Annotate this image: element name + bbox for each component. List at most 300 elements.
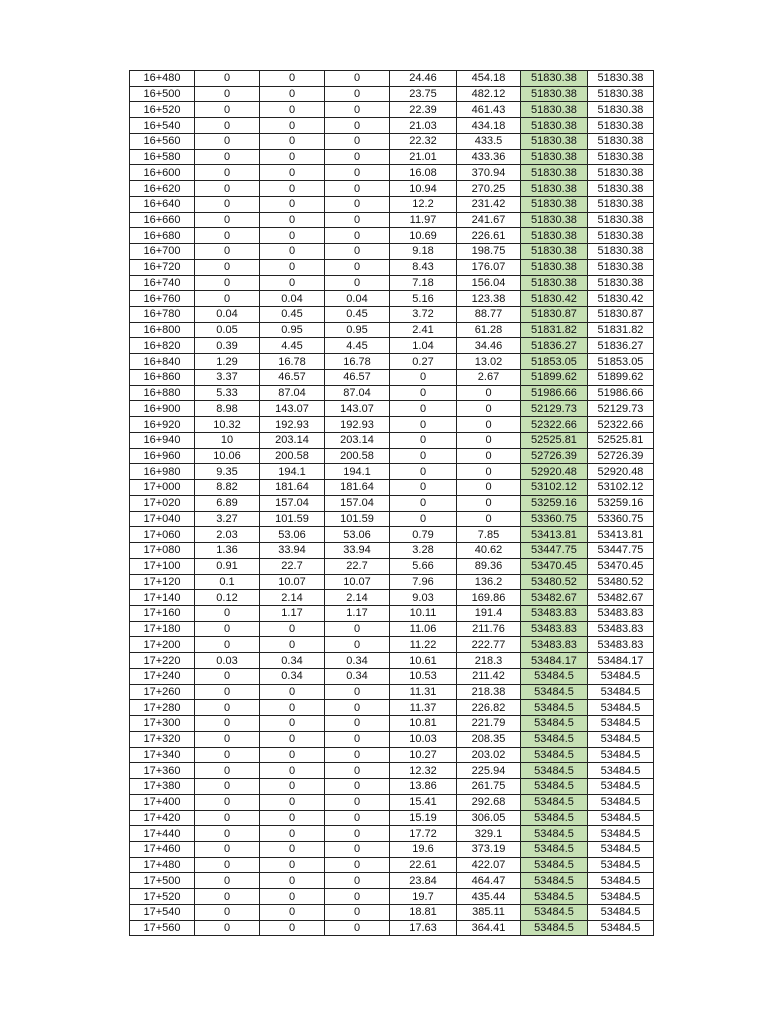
table-cell-col-f: 203.02 [457,747,521,763]
table-cell-station: 17+220 [130,653,195,669]
table-cell-col-h: 53484.5 [588,779,654,795]
table-cell-col-e: 0 [390,369,457,385]
table-row [130,668,654,684]
table-cell-col-b: 0.91 [195,558,260,574]
table-cell-col-h: 53447.75 [588,543,654,559]
table-row [130,448,654,464]
table-cell-col-b: 0.04 [195,307,260,323]
table-cell-col-f: 218.38 [457,684,521,700]
table-cell-col-f: 7.85 [457,527,521,543]
table-row [130,401,654,417]
table-row [130,558,654,574]
table-cell-col-h: 51986.66 [588,385,654,401]
table-cell-col-b: 0 [195,716,260,732]
table-cell-col-b: 0 [195,920,260,936]
table-cell-col-e: 0 [390,495,457,511]
table-cell-station: 17+360 [130,763,195,779]
table-cell-col-f: 454.18 [457,71,521,87]
table-cell-station: 17+340 [130,747,195,763]
table-cell-col-d: 101.59 [325,511,390,527]
table-cell-col-d: 16.78 [325,354,390,370]
table-cell-col-d: 0 [325,118,390,134]
table-cell-col-e: 0 [390,401,457,417]
table-cell-col-d: 0 [325,684,390,700]
table-cell-col-c: 181.64 [260,480,325,496]
table-cell-col-h: 53484.5 [588,716,654,732]
table-cell-col-e: 0 [390,464,457,480]
table-cell-col-c: 0 [260,212,325,228]
table-cell-col-c: 143.07 [260,401,325,417]
table-row [130,653,654,669]
table-cell-col-b: 0 [195,857,260,873]
table-cell-col-c: 0 [260,118,325,134]
table-cell-col-g: 51830.38 [521,86,588,102]
table-cell-col-f: 13.02 [457,354,521,370]
table-cell-col-c: 0 [260,71,325,87]
table-cell-col-h: 53483.83 [588,605,654,621]
table-row [130,826,654,842]
table-cell-col-e: 1.04 [390,338,457,354]
table-cell-col-e: 12.32 [390,763,457,779]
table-cell-col-h: 51830.38 [588,196,654,212]
table-cell-col-h: 53470.45 [588,558,654,574]
table-cell-col-h: 53484.17 [588,653,654,669]
table-cell-col-f: 191.4 [457,605,521,621]
table-row [130,259,654,275]
table-cell-col-c: 0 [260,684,325,700]
table-cell-col-b: 9.35 [195,464,260,480]
table-cell-col-g: 53484.5 [521,684,588,700]
table-row [130,841,654,857]
table-cell-col-f: 422.07 [457,857,521,873]
table-cell-col-d: 0 [325,794,390,810]
table-cell-col-e: 0 [390,480,457,496]
table-cell-col-e: 15.41 [390,794,457,810]
table-cell-col-h: 53480.52 [588,574,654,590]
table-cell-col-b: 0 [195,165,260,181]
table-cell-col-c: 192.93 [260,417,325,433]
table-cell-col-b: 0 [195,873,260,889]
table-cell-col-g: 53484.5 [521,920,588,936]
table-cell-col-d: 0 [325,904,390,920]
table-cell-col-d: 10.07 [325,574,390,590]
table-cell-station: 17+200 [130,637,195,653]
table-cell-col-d: 0 [325,857,390,873]
table-cell-col-c: 4.45 [260,338,325,354]
table-cell-station: 16+560 [130,133,195,149]
table-cell-col-g: 53484.5 [521,731,588,747]
table-cell-col-c: 87.04 [260,385,325,401]
table-cell-col-h: 51830.38 [588,275,654,291]
table-cell-col-d: 0 [325,747,390,763]
table-cell-col-g: 52726.39 [521,448,588,464]
table-cell-col-f: 198.75 [457,244,521,260]
table-cell-station: 16+880 [130,385,195,401]
table-cell-col-d: 1.17 [325,605,390,621]
table-cell-col-b: 10.32 [195,417,260,433]
table-cell-col-d: 53.06 [325,527,390,543]
table-cell-col-e: 16.08 [390,165,457,181]
table-cell-col-c: 194.1 [260,464,325,480]
table-cell-col-f: 123.38 [457,291,521,307]
table-cell-station: 16+600 [130,165,195,181]
table-cell-col-b: 1.29 [195,354,260,370]
table-cell-col-h: 51836.27 [588,338,654,354]
table-cell-col-d: 0 [325,621,390,637]
table-row [130,86,654,102]
table-cell-col-d: 143.07 [325,401,390,417]
table-cell-col-g: 51986.66 [521,385,588,401]
table-cell-col-g: 51830.87 [521,307,588,323]
table-cell-col-b: 0 [195,275,260,291]
table-cell-col-d: 0.34 [325,668,390,684]
table-cell-station: 17+560 [130,920,195,936]
table-cell-col-g: 53484.5 [521,857,588,873]
table-cell-col-c: 0 [260,228,325,244]
table-cell-col-c: 101.59 [260,511,325,527]
table-row [130,275,654,291]
table-cell-col-e: 11.37 [390,700,457,716]
data-table [129,70,654,936]
table-cell-col-e: 3.28 [390,543,457,559]
table-cell-col-f: 88.77 [457,307,521,323]
table-cell-station: 16+540 [130,118,195,134]
table-cell-col-g: 53482.67 [521,590,588,606]
table-cell-col-c: 46.57 [260,369,325,385]
table-cell-station: 17+060 [130,527,195,543]
table-cell-station: 16+820 [130,338,195,354]
table-cell-station: 17+540 [130,904,195,920]
table-cell-col-g: 52525.81 [521,432,588,448]
table-cell-col-g: 53484.5 [521,826,588,842]
table-row [130,511,654,527]
table-body [130,71,654,936]
table-cell-col-h: 51899.62 [588,369,654,385]
table-cell-col-c: 0 [260,889,325,905]
table-cell-col-e: 11.06 [390,621,457,637]
table-cell-col-f: 434.18 [457,118,521,134]
table-cell-col-f: 329.1 [457,826,521,842]
table-cell-station: 17+520 [130,889,195,905]
table-cell-station: 16+920 [130,417,195,433]
table-cell-col-g: 51830.38 [521,259,588,275]
table-cell-col-h: 53102.12 [588,480,654,496]
table-cell-col-c: 0 [260,826,325,842]
table-cell-col-b: 0 [195,228,260,244]
table-row [130,637,654,653]
table-cell-station: 16+760 [130,291,195,307]
table-cell-col-d: 0 [325,920,390,936]
table-cell-col-d: 0 [325,889,390,905]
table-cell-col-b: 0 [195,181,260,197]
table-cell-station: 17+500 [130,873,195,889]
table-cell-col-h: 53484.5 [588,904,654,920]
table-cell-col-d: 0 [325,826,390,842]
table-cell-col-e: 10.03 [390,731,457,747]
table-cell-col-d: 0 [325,275,390,291]
table-cell-station: 16+520 [130,102,195,118]
table-cell-col-g: 53484.5 [521,904,588,920]
table-cell-col-e: 0 [390,385,457,401]
table-cell-col-g: 51836.27 [521,338,588,354]
table-cell-col-e: 11.97 [390,212,457,228]
table-cell-col-h: 51830.38 [588,244,654,260]
table-cell-col-f: 89.36 [457,558,521,574]
table-cell-col-h: 51853.05 [588,354,654,370]
table-row [130,527,654,543]
table-cell-col-h: 51830.38 [588,118,654,134]
table-cell-col-c: 0 [260,621,325,637]
table-cell-col-d: 0 [325,133,390,149]
table-cell-col-h: 51830.38 [588,212,654,228]
table-cell-col-g: 53483.83 [521,605,588,621]
table-cell-station: 17+400 [130,794,195,810]
table-cell-col-d: 4.45 [325,338,390,354]
table-cell-col-h: 53484.5 [588,889,654,905]
table-cell-col-d: 0 [325,196,390,212]
table-cell-station: 16+780 [130,307,195,323]
table-row [130,307,654,323]
table-cell-station: 17+420 [130,810,195,826]
table-cell-col-f: 226.82 [457,700,521,716]
table-cell-col-c: 0 [260,149,325,165]
table-cell-col-e: 0 [390,511,457,527]
table-cell-col-h: 52920.48 [588,464,654,480]
table-cell-col-e: 3.72 [390,307,457,323]
table-cell-col-f: 221.79 [457,716,521,732]
table-cell-col-c: 0 [260,747,325,763]
table-cell-col-g: 51830.38 [521,275,588,291]
table-cell-col-h: 53484.5 [588,810,654,826]
table-cell-col-g: 53484.5 [521,810,588,826]
table-cell-col-b: 0 [195,904,260,920]
table-cell-col-g: 51830.38 [521,244,588,260]
table-cell-col-f: 226.61 [457,228,521,244]
table-cell-station: 16+980 [130,464,195,480]
table-cell-station: 17+160 [130,605,195,621]
table-cell-col-b: 0 [195,731,260,747]
table-cell-col-d: 0 [325,228,390,244]
table-cell-col-h: 53484.5 [588,747,654,763]
table-row [130,338,654,354]
table-cell-station: 16+680 [130,228,195,244]
table-cell-col-g: 51830.38 [521,133,588,149]
table-cell-col-e: 10.81 [390,716,457,732]
table-cell-col-c: 0 [260,920,325,936]
table-row [130,700,654,716]
table-cell-station: 16+580 [130,149,195,165]
table-cell-col-b: 0 [195,196,260,212]
table-row [130,71,654,87]
table-row [130,196,654,212]
table-cell-col-e: 0.79 [390,527,457,543]
table-cell-col-h: 53484.5 [588,857,654,873]
table-cell-col-b: 5.33 [195,385,260,401]
table-cell-col-h: 53484.5 [588,841,654,857]
table-cell-col-e: 2.41 [390,322,457,338]
table-cell-col-e: 24.46 [390,71,457,87]
table-cell-col-h: 51830.38 [588,181,654,197]
table-cell-station: 16+620 [130,181,195,197]
table-cell-col-f: 261.75 [457,779,521,795]
table-cell-station: 17+080 [130,543,195,559]
table-cell-col-d: 157.04 [325,495,390,511]
table-cell-col-d: 2.14 [325,590,390,606]
table-cell-col-h: 53482.67 [588,590,654,606]
table-cell-col-g: 52129.73 [521,401,588,417]
table-cell-col-d: 0 [325,841,390,857]
table-cell-col-f: 461.43 [457,102,521,118]
table-row [130,590,654,606]
table-cell-col-b: 0 [195,763,260,779]
table-cell-col-b: 10.06 [195,448,260,464]
table-cell-col-e: 21.01 [390,149,457,165]
table-row [130,464,654,480]
table-cell-col-f: 0 [457,432,521,448]
table-cell-station: 16+960 [130,448,195,464]
table-cell-col-c: 157.04 [260,495,325,511]
table-cell-col-b: 3.37 [195,369,260,385]
table-cell-col-c: 1.17 [260,605,325,621]
table-cell-col-d: 46.57 [325,369,390,385]
table-cell-col-g: 53480.52 [521,574,588,590]
table-cell-col-b: 0 [195,118,260,134]
table-row [130,102,654,118]
table-cell-col-d: 0 [325,244,390,260]
table-cell-col-g: 51830.38 [521,102,588,118]
table-cell-col-g: 53470.45 [521,558,588,574]
table-cell-station: 17+320 [130,731,195,747]
table-cell-col-h: 53413.81 [588,527,654,543]
table-cell-station: 17+480 [130,857,195,873]
table-cell-col-h: 53259.16 [588,495,654,511]
table-cell-col-c: 0 [260,700,325,716]
table-cell-station: 16+800 [130,322,195,338]
table-cell-col-f: 222.77 [457,637,521,653]
table-cell-station: 17+240 [130,668,195,684]
table-cell-col-b: 0 [195,102,260,118]
table-row [130,181,654,197]
table-row [130,228,654,244]
table-cell-col-d: 0 [325,71,390,87]
table-cell-col-g: 53484.5 [521,873,588,889]
table-row [130,904,654,920]
table-row [130,684,654,700]
table-cell-col-h: 51830.38 [588,165,654,181]
table-cell-col-e: 10.61 [390,653,457,669]
table-cell-col-g: 51830.38 [521,212,588,228]
table-cell-col-h: 53483.83 [588,637,654,653]
table-cell-station: 16+480 [130,71,195,87]
table-cell-col-f: 211.42 [457,668,521,684]
table-cell-col-b: 0 [195,826,260,842]
table-cell-station: 16+900 [130,401,195,417]
table-cell-col-g: 53484.5 [521,747,588,763]
table-cell-col-b: 0 [195,212,260,228]
table-cell-col-g: 53413.81 [521,527,588,543]
table-cell-col-d: 0 [325,637,390,653]
table-cell-col-g: 51830.38 [521,196,588,212]
table-row [130,369,654,385]
table-cell-col-f: 0 [457,401,521,417]
table-cell-col-h: 51830.38 [588,133,654,149]
table-cell-col-b: 0 [195,71,260,87]
table-cell-col-h: 53483.83 [588,621,654,637]
table-cell-col-d: 0.45 [325,307,390,323]
table-row [130,432,654,448]
table-cell-col-b: 0 [195,684,260,700]
table-cell-col-h: 53484.5 [588,700,654,716]
table-cell-station: 17+300 [130,716,195,732]
table-cell-col-c: 0 [260,841,325,857]
table-cell-col-f: 0 [457,480,521,496]
table-cell-col-b: 0.12 [195,590,260,606]
table-row [130,417,654,433]
table-cell-col-f: 292.68 [457,794,521,810]
table-row [130,889,654,905]
table-row [130,747,654,763]
table-cell-col-g: 51899.62 [521,369,588,385]
table-cell-col-f: 208.35 [457,731,521,747]
table-cell-col-h: 51830.38 [588,86,654,102]
table-cell-col-d: 0 [325,716,390,732]
table-row [130,543,654,559]
table-cell-col-c: 0 [260,857,325,873]
table-cell-col-d: 0 [325,212,390,228]
table-cell-col-c: 0 [260,763,325,779]
table-row [130,857,654,873]
table-cell-col-f: 270.25 [457,181,521,197]
table-row [130,873,654,889]
table-cell-col-h: 51830.87 [588,307,654,323]
table-cell-col-d: 0 [325,102,390,118]
table-cell-col-f: 373.19 [457,841,521,857]
table-cell-col-d: 0 [325,165,390,181]
table-cell-col-h: 52129.73 [588,401,654,417]
table-cell-col-h: 51830.38 [588,71,654,87]
table-cell-col-c: 0 [260,196,325,212]
table-cell-col-e: 11.31 [390,684,457,700]
table-cell-col-g: 51853.05 [521,354,588,370]
table-cell-col-f: 156.04 [457,275,521,291]
table-cell-col-e: 22.39 [390,102,457,118]
table-cell-col-c: 16.78 [260,354,325,370]
table-cell-col-b: 2.03 [195,527,260,543]
table-cell-col-d: 0.04 [325,291,390,307]
table-cell-station: 16+940 [130,432,195,448]
table-cell-col-c: 0 [260,873,325,889]
table-cell-col-b: 0 [195,841,260,857]
table-cell-col-d: 0 [325,700,390,716]
table-cell-col-g: 53259.16 [521,495,588,511]
table-row [130,574,654,590]
table-cell-col-c: 2.14 [260,590,325,606]
table-cell-col-f: 225.94 [457,763,521,779]
table-cell-col-f: 169.86 [457,590,521,606]
table-cell-col-e: 0.27 [390,354,457,370]
table-cell-col-b: 0 [195,779,260,795]
table-cell-col-e: 17.63 [390,920,457,936]
table-row [130,322,654,338]
table-cell-col-d: 0.34 [325,653,390,669]
table-row [130,763,654,779]
table-cell-col-f: 433.36 [457,149,521,165]
table-cell-col-g: 53484.17 [521,653,588,669]
table-cell-col-f: 482.12 [457,86,521,102]
table-cell-col-b: 0 [195,133,260,149]
table-cell-col-d: 0 [325,873,390,889]
table-row [130,244,654,260]
